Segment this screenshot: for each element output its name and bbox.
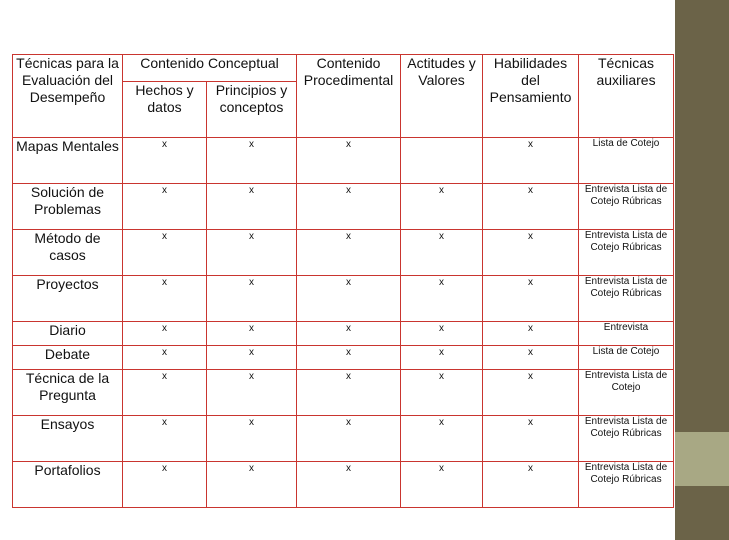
cell-hechos: x [123, 370, 207, 416]
cell-principios: x [207, 230, 297, 276]
decorative-sidebar-accent [675, 432, 729, 486]
cell-procedimental: x [297, 276, 401, 322]
evaluation-techniques-table [12, 54, 674, 508]
table-row [13, 276, 674, 322]
cell-actitudes [401, 138, 483, 184]
table-row [13, 322, 674, 346]
row-label: Proyectos [13, 276, 123, 322]
cell-procedimental: x [297, 322, 401, 346]
cell-procedimental: x [297, 184, 401, 230]
cell-auxiliares: Lista de Cotejo [579, 346, 674, 370]
cell-principios: x [207, 276, 297, 322]
row-label: Diario [13, 322, 123, 346]
row-label: Mapas Mentales [13, 138, 123, 184]
cell-auxiliares: Entrevista Lista de Cotejo Rúbricas [579, 184, 674, 230]
cell-procedimental: x [297, 370, 401, 416]
table-row [13, 138, 674, 184]
cell-actitudes: x [401, 416, 483, 462]
table-row [13, 346, 674, 370]
cell-hechos: x [123, 462, 207, 508]
table-row [13, 416, 674, 462]
cell-auxiliares: Entrevista Lista de Cotejo Rúbricas [579, 462, 674, 508]
row-label: Debate [13, 346, 123, 370]
cell-actitudes: x [401, 462, 483, 508]
cell-actitudes: x [401, 346, 483, 370]
cell-auxiliares: Entrevista [579, 322, 674, 346]
cell-principios: x [207, 370, 297, 416]
cell-actitudes: x [401, 322, 483, 346]
header-actitudes-valores: Actitudes y Valores [401, 55, 483, 138]
cell-principios: x [207, 416, 297, 462]
header-hechos-datos: Hechos y datos [123, 82, 207, 138]
cell-actitudes: x [401, 370, 483, 416]
table-row [13, 370, 674, 416]
cell-habilidades: x [483, 346, 579, 370]
row-label: Ensayos [13, 416, 123, 462]
cell-procedimental: x [297, 138, 401, 184]
cell-procedimental: x [297, 230, 401, 276]
cell-hechos: x [123, 416, 207, 462]
cell-procedimental: x [297, 462, 401, 508]
cell-hechos: x [123, 230, 207, 276]
cell-habilidades: x [483, 416, 579, 462]
cell-habilidades: x [483, 276, 579, 322]
cell-habilidades: x [483, 322, 579, 346]
header-tecnicas-evaluacion: Técnicas para la Evaluación del Desempeño [13, 55, 123, 138]
cell-auxiliares: Lista de Cotejo [579, 138, 674, 184]
cell-hechos: x [123, 276, 207, 322]
table-row [13, 462, 674, 508]
cell-actitudes: x [401, 184, 483, 230]
cell-auxiliares: Entrevista Lista de Cotejo Rúbricas [579, 230, 674, 276]
cell-habilidades: x [483, 462, 579, 508]
cell-principios: x [207, 138, 297, 184]
row-label: Método de casos [13, 230, 123, 276]
header-contenido-procedimental: Contenido Procedimental [297, 55, 401, 138]
cell-auxiliares: Entrevista Lista de Cotejo Rúbricas [579, 276, 674, 322]
cell-hechos: x [123, 138, 207, 184]
cell-principios: x [207, 346, 297, 370]
cell-actitudes: x [401, 230, 483, 276]
table-row [13, 230, 674, 276]
cell-habilidades: x [483, 138, 579, 184]
cell-hechos: x [123, 322, 207, 346]
row-label: Técnica de la Pregunta [13, 370, 123, 416]
cell-habilidades: x [483, 370, 579, 416]
cell-auxiliares: Entrevista Lista de Cotejo [579, 370, 674, 416]
cell-auxiliares: Entrevista Lista de Cotejo Rúbricas [579, 416, 674, 462]
cell-principios: x [207, 462, 297, 508]
header-habilidades-pensamiento: Habilidades del Pensamiento [483, 55, 579, 138]
table-row [13, 184, 674, 230]
cell-principios: x [207, 322, 297, 346]
row-label: Portafolios [13, 462, 123, 508]
cell-hechos: x [123, 346, 207, 370]
cell-actitudes: x [401, 276, 483, 322]
cell-habilidades: x [483, 184, 579, 230]
cell-habilidades: x [483, 230, 579, 276]
header-principios-conceptos: Principios y conceptos [207, 82, 297, 138]
cell-hechos: x [123, 184, 207, 230]
header-contenido-conceptual: Contenido Conceptual [123, 55, 297, 82]
header-tecnicas-auxiliares: Técnicas auxiliares [579, 55, 674, 138]
cell-procedimental: x [297, 346, 401, 370]
row-label: Solución de Problemas [13, 184, 123, 230]
cell-principios: x [207, 184, 297, 230]
cell-procedimental: x [297, 416, 401, 462]
